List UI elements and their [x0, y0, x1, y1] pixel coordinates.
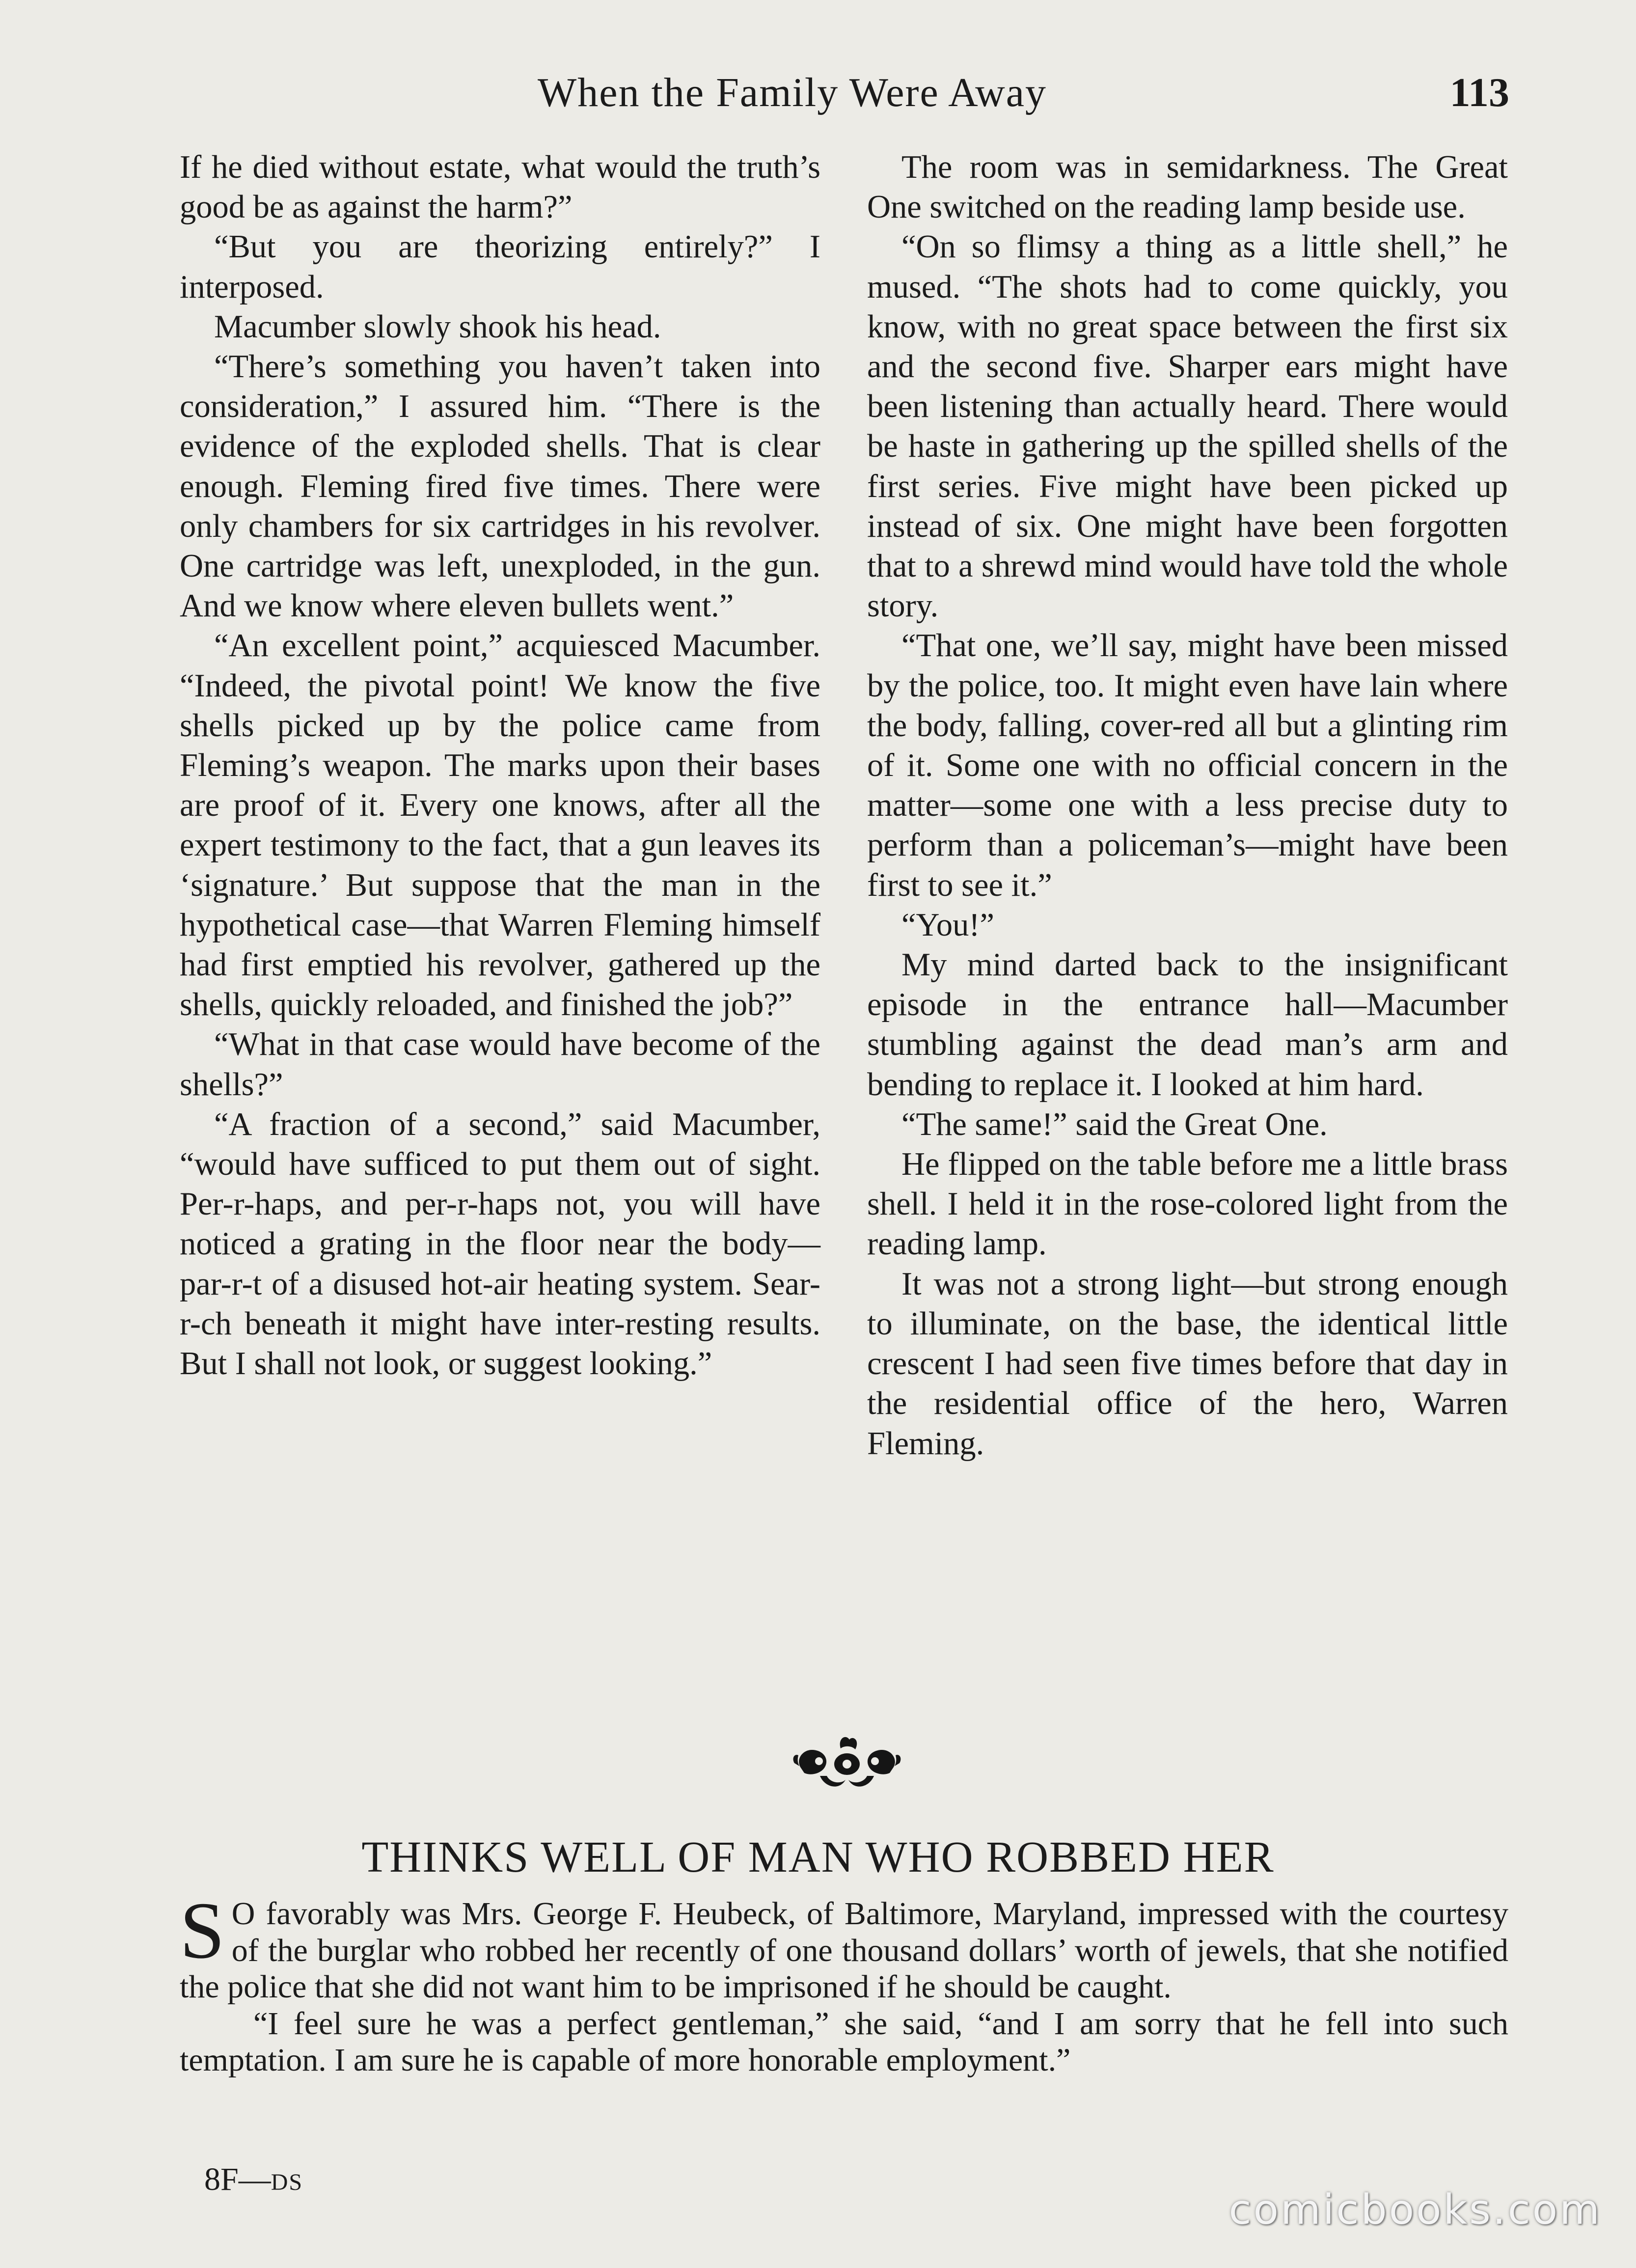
- paragraph: Macumber slowly shook his head.: [214, 308, 661, 345]
- article-paragraph: “I feel sure he was a perfect gentleman,” she said, “and I am sorry that he fell into such temptation. I am sure he is capable of more honorable employment.”: [180, 2005, 1508, 2078]
- paragraph: “You!”: [901, 907, 995, 943]
- right-column: [867, 147, 1508, 1464]
- paragraph: “That one, we’ll say, might have been missed by the police, too. It might even have lain where the body, falling, cover-red all but a glinting rim of it. Some one with no official concern in the matter—some one with a less precise duty to perform than a policeman’s—might have been first to see it.”: [867, 628, 1508, 903]
- paragraph: It was not a strong light—but strong enough to illuminate, on the base, the identical little crescent I had seen five times before that day in the residential office of the hero, Warren Fleming.: [867, 1266, 1508, 1462]
- drop-cap: S: [180, 1885, 225, 1975]
- running-head: [0, 69, 1636, 118]
- article-paragraph-text: O favorably was Mrs. George F. Heubeck, of Baltimore, Maryland, impressed with the courtesy of the burglar who robbed her recently of one thousand dollars’ worth of jewels, that she notified the police that she did not want him to be imprisoned if he should be caught.: [180, 1896, 1508, 2005]
- article-title: THINKS WELL OF MAN WHO ROBBED HER: [361, 1833, 1275, 1881]
- signature-small: DS: [271, 2169, 303, 2195]
- paragraph: “An excellent point,” acquiesced Macumber. “Indeed, the pivotal point! We know the five shells picked up by the police came from Fleming’s weapon. The marks upon their bases are proof of it. Every one knows, after all the expert testimony to the fact, that a gun leaves its ‘signature.’ But suppose that the man in the hypothetical case—that Warren Fleming himself had first emptied his revolver, gathered up the shells, quickly reloaded, and finished the job?”: [180, 628, 820, 1023]
- paragraph: “There’s something you haven’t taken into consideration,” I assured him. “There is the evidence of the exploded shells. That is clear enough. Fleming fired five times. There were only chambers for six cartridges in his revolver. One cartridge was left, unexploded, in the gun. And we know where eleven bullets went.”: [180, 349, 820, 624]
- signature-code: [204, 2161, 303, 2198]
- paragraph: “But you are theorizing entirely?” I interposed.: [180, 229, 820, 305]
- article-body: [180, 1885, 1508, 2079]
- paragraph: “On so flimsy a thing as a little shell,” he mused. “The shots had to come quickly, you know, with no great space between the first six and the second five. Sharper ears might have been listening than actually heard. There would be haste in gathering up the spilled shells of the first series. Five might have been picked up instead of six. One might have been forgotten that to a shrewd mind would have told the whole story.: [867, 229, 1508, 624]
- paragraph: If he died without estate, what would the truth’s good be as against the harm?”: [180, 149, 820, 225]
- paragraph: He flipped on the table before me a little brass shell. I held it in the rose-colored light from the reading lamp.: [867, 1146, 1508, 1262]
- article-paragraph: [180, 1885, 1508, 2006]
- watermark: comicbooks.com: [1228, 2185, 1602, 2234]
- signature-main: 8F—: [204, 2161, 271, 2197]
- left-column: [180, 147, 820, 1383]
- paragraph: “A fraction of a second,” said Macumber, “would have sufficed to put them out of sight. Per-r-haps, and per-r-haps not, you will have noticed a grating in the floor near the body—par-r-t of a disused hot-air heating system. Sear-r-ch beneath it might have inter-resting results. But I shall not look, or suggest looking.”: [180, 1106, 820, 1382]
- paragraph: My mind darted back to the insignificant episode in the entrance hall—Macumber stumbling against the dead man’s arm and bending to replace it. I looked at him hard.: [867, 947, 1508, 1103]
- page-number: 113: [1449, 70, 1509, 115]
- paragraph: “What in that case would have become of the shells?”: [180, 1026, 820, 1103]
- paragraph: “The same!” said the Great One.: [901, 1106, 1328, 1142]
- paragraph: The room was in semidarkness. The Great One switched on the reading lamp beside use.: [867, 149, 1508, 225]
- floral-ornament-icon: [791, 1729, 903, 1793]
- running-title: When the Family Were Away: [538, 70, 1047, 115]
